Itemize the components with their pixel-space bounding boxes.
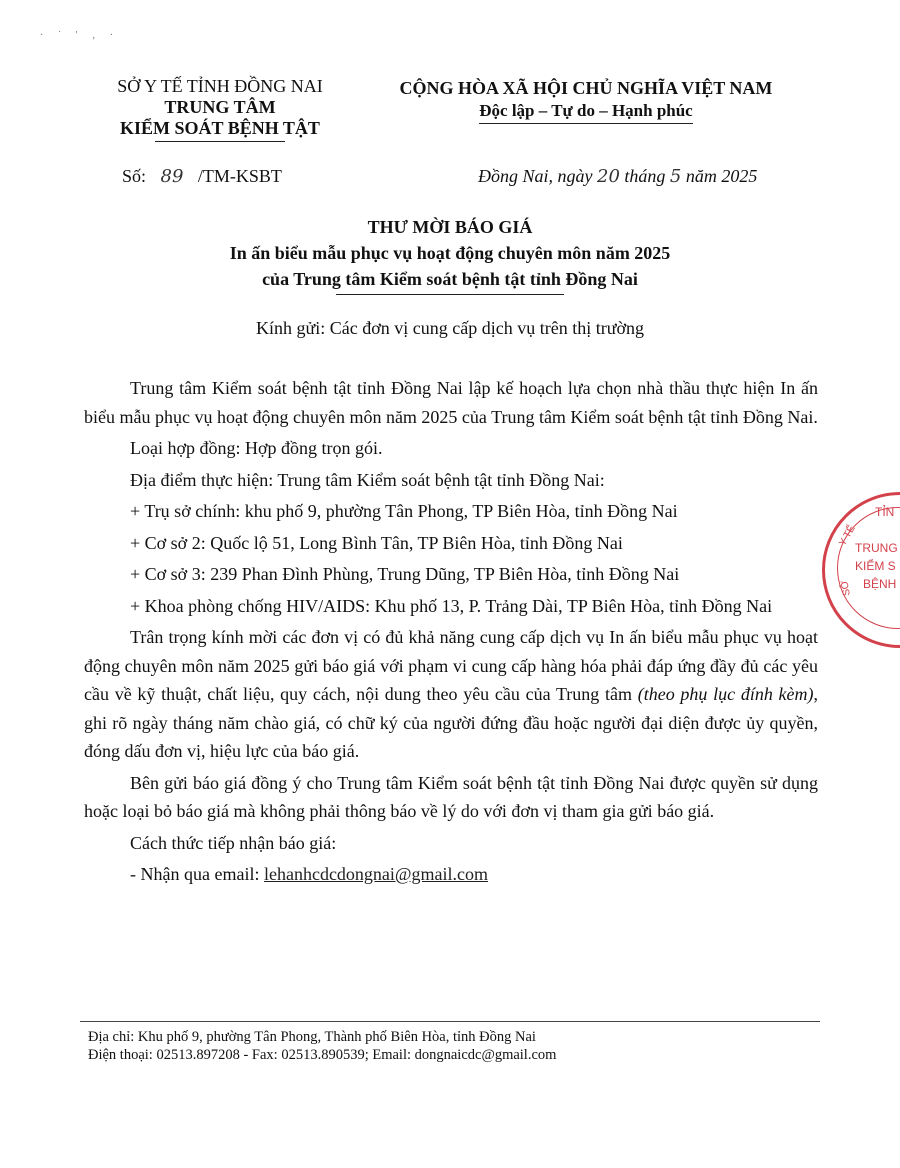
month-label: tháng bbox=[624, 166, 666, 186]
date-month-handwritten: 5 bbox=[669, 166, 682, 187]
scan-marks: · ˙ ' ‚ · bbox=[40, 30, 120, 41]
location-heading: Địa điểm thực hiện: Trung tâm Kiểm soát bệnh tật tỉnh Đồng Nai: bbox=[130, 469, 605, 490]
issuer-underline bbox=[155, 141, 285, 142]
intro-paragraph: Trung tâm Kiểm soát bệnh tật tỉnh Đồng Nai lập kế hoạch lựa chọn nhà thầu thực hiện In ấn biểu mẫu phục vụ hoạt động chuyên môn năm 2025 của Trung tâm Kiểm soát bệnh tật tỉnh Đồng Nai. bbox=[84, 378, 818, 427]
doc-number-prefix: Số: bbox=[122, 166, 147, 186]
title-line2: In ấn biểu mẫu phục vụ hoạt động chuyên môn năm 2025 bbox=[229, 243, 671, 263]
invitation-appendix-note: (theo phụ lục đính kèm) bbox=[637, 684, 814, 704]
footer-contact: Điện thoại: 02513.897208 - Fax: 02513.890539; Email: dongnaicdc@gmail.com bbox=[88, 1047, 557, 1063]
footer bbox=[88, 1028, 556, 1064]
year-label: năm 2025 bbox=[685, 166, 758, 186]
consent-paragraph: Bên gửi báo giá đồng ý cho Trung tâm Kiểm soát bệnh tật tỉnh Đồng Nai được quyền sử dụng hoặc loại bỏ báo giá mà không phải thông báo về lý do với đơn vị tham gia gửi báo giá. bbox=[84, 772, 818, 821]
stamp-line2: KIỂM S bbox=[855, 559, 896, 573]
site-item-2: + Cơ sở 2: Quốc lộ 51, Long Bình Tân, TP Biên Hòa, tỉnh Đồng Nai bbox=[130, 532, 623, 553]
invitation-text-b: , ghi rõ ngày tháng năm chào giá, có chữ ký của người đứng đầu hoặc người đại diện được ủy quyền, đóng dấu đơn vị, hiệu lực của báo giá. bbox=[84, 684, 819, 761]
footer-divider bbox=[80, 1021, 820, 1022]
email-line bbox=[84, 860, 818, 889]
email-label: - Nhận qua email: bbox=[130, 864, 260, 884]
stamp-arc-left-a: Y TẾ bbox=[837, 523, 858, 548]
date-day-handwritten: 20 bbox=[597, 166, 620, 187]
title-line3: của Trung tâm Kiểm soát bệnh tật tỉnh Đồng Nai bbox=[262, 269, 638, 289]
issuer-unit-line2: KIỂM SOÁT BỆNH TẬT bbox=[120, 118, 320, 138]
stamp-line1: TRUNG bbox=[855, 541, 898, 555]
stamp-arc-left-b: SỞ bbox=[839, 579, 853, 597]
issuer-unit-line1: TRUNG TÂM bbox=[164, 97, 276, 117]
method-heading: Cách thức tiếp nhận báo giá: bbox=[130, 832, 337, 853]
nation-name: CỘNG HÒA XÃ HỘI CHỦ NGHĨA VIỆT NAM bbox=[399, 78, 773, 98]
stamp-line3: BỆNH bbox=[863, 577, 897, 591]
national-header bbox=[356, 76, 816, 124]
doc-number-suffix: /TM-KSBT bbox=[197, 166, 282, 186]
invitation-paragraph bbox=[84, 623, 818, 766]
official-stamp bbox=[822, 492, 900, 648]
place-date bbox=[478, 166, 757, 187]
national-motto: Độc lập – Tự do – Hạnh phúc bbox=[479, 100, 692, 124]
stamp-arc-top: TỈN bbox=[875, 505, 895, 519]
site-item-3: + Cơ sở 3: 239 Phan Đình Phùng, Trung Dũng, TP Biên Hòa, tỉnh Đồng Nai bbox=[130, 564, 680, 584]
title-line1: THƯ MỜI BÁO GIÁ bbox=[367, 217, 533, 237]
contract-type: Loại hợp đồng: Hợp đồng trọn gói. bbox=[130, 438, 383, 458]
email-link[interactable]: lehanhcdcdongnai@gmail.com bbox=[263, 864, 488, 884]
document-number bbox=[122, 166, 282, 187]
issuer-header bbox=[88, 76, 352, 142]
document-title bbox=[90, 214, 810, 295]
recipient-line: Kính gửi: Các đơn vị cung cấp dịch vụ trên thị trường bbox=[256, 318, 644, 338]
place-date-prefix: Đồng Nai, ngày bbox=[478, 166, 593, 186]
doc-number-handwritten: 89 bbox=[160, 166, 184, 187]
issuer-org: SỞ Y TẾ TỈNH ĐỒNG NAI bbox=[117, 76, 323, 96]
invitation-text-a: Trân trọng kính mời các đơn vị có đủ khả năng cung cấp dịch vụ In ấn biểu mẫu phục vụ hoạt động chuyên môn năm 2025 gửi báo giá với phạm vi cung cấp hàng hóa phải đáp ứng đầy đủ các yêu cầu về kỹ thuật, chất liệu, quy cách, nội dung theo yêu cầu của Trung tâm bbox=[84, 627, 818, 704]
letter-body bbox=[84, 374, 818, 889]
footer-address: Địa chỉ: Khu phố 9, phường Tân Phong, Thành phố Biên Hòa, tỉnh Đồng Nai bbox=[88, 1029, 536, 1045]
site-item-1: + Trụ sở chính: khu phố 9, phường Tân Phong, TP Biên Hòa, tỉnh Đồng Nai bbox=[130, 501, 678, 521]
site-item-4: + Khoa phòng chống HIV/AIDS: Khu phố 13, P. Trảng Dài, TP Biên Hòa, tỉnh Đồng Nai bbox=[130, 595, 773, 616]
title-rule bbox=[336, 294, 564, 295]
